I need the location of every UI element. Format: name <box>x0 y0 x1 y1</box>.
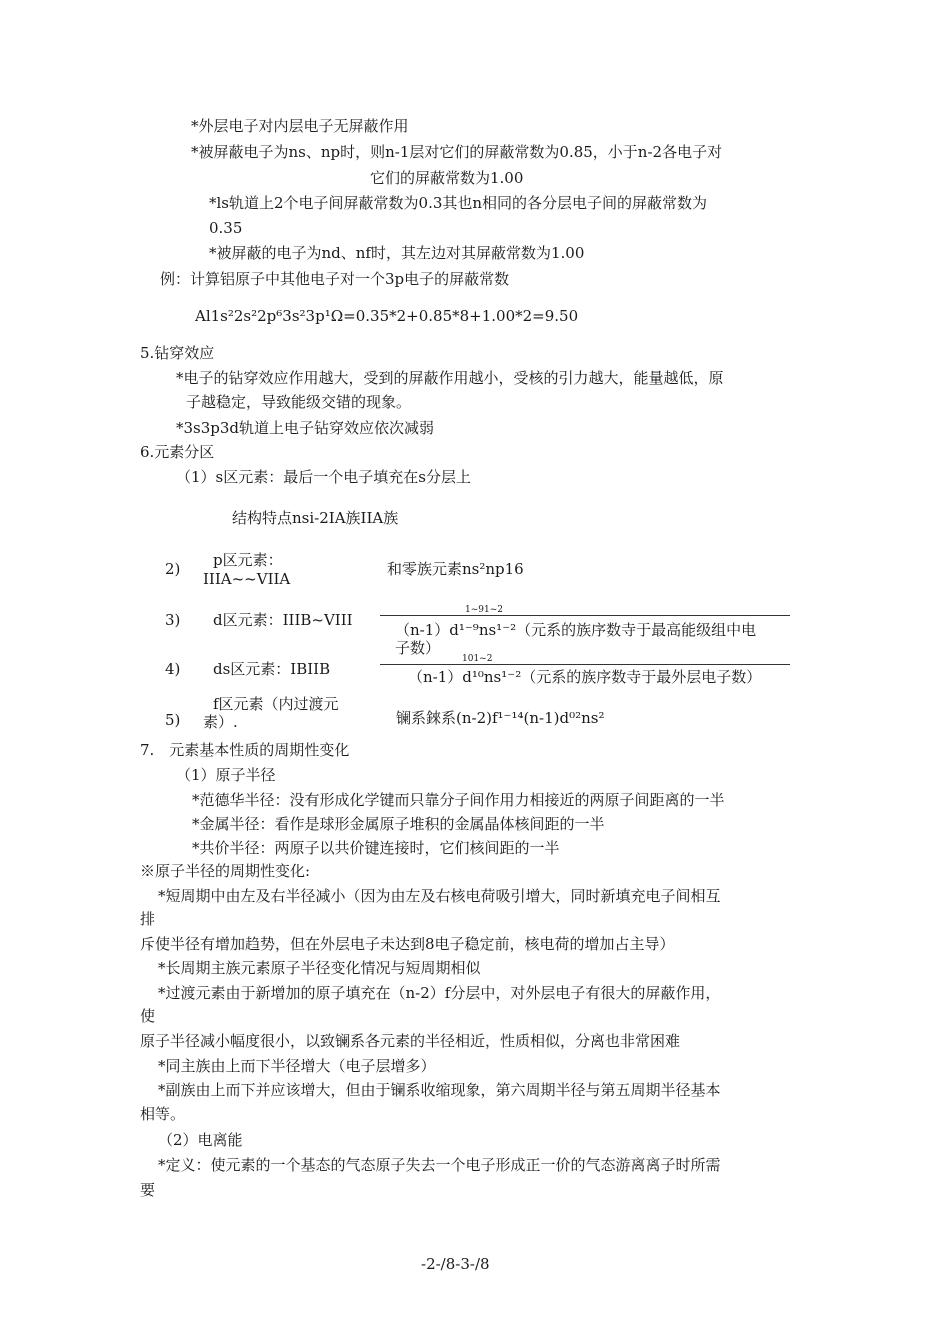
item-number: 4) <box>165 660 181 678</box>
formula-line: Al1s²2s²2p⁶3s²3p¹Ω=0.35*2+0.85*8+1.00*2=9.50 <box>195 307 579 325</box>
text-line: *被屏蔽的电子为nd、nf时，其左边对其屏蔽常数为1.00 <box>209 244 585 262</box>
subsection-heading: （2）电离能 <box>158 1131 243 1149</box>
block-description: （n-1）d¹⁰ns¹⁻²（元系的族序数寺于最外层电子数） <box>408 668 762 686</box>
block-title: f区元素（内过渡元 <box>213 695 339 713</box>
block-subtitle: 素）. <box>203 713 238 731</box>
item-number: 2) <box>165 560 181 578</box>
block-cut-text: 子数） <box>395 639 441 657</box>
divider <box>380 664 790 665</box>
text-line: *3s3p3d轨道上电子钻穿效应依次减弱 <box>176 419 435 437</box>
text-line: 排 <box>140 910 156 928</box>
block-description: 和零族元素ns²np16 <box>387 560 524 578</box>
text-line: 要 <box>140 1181 156 1199</box>
block-title: d区元素：IIIB~VIII <box>213 611 353 629</box>
text-line: *被屏蔽电子为ns、np时，则n-1层对它们的屏蔽常数为0.85，小于n-2各电子对 <box>191 143 723 161</box>
text-line: *过渡元素由于新增加的原子填充在（n-2）f分层中，对外层电子有很大的屏蔽作用， <box>158 984 721 1002</box>
text-line: *长周期主族元素原子半径变化情况与短周期相似 <box>158 959 481 977</box>
text-line: *定义：使元素的一个基态的气态原子失去一个电子形成正一价的气态游离离子时所需 <box>158 1156 721 1174</box>
text-line: *同主族由上而下半径增大（电子层增多） <box>158 1057 436 1075</box>
text-line: 子越稳定，导致能级交错的现象。 <box>186 393 412 411</box>
text-line: ※原子半径的周期性变化: <box>140 862 311 880</box>
text-line: （1）s区元素：最后一个电子填充在s分层上 <box>176 468 471 486</box>
text-line: *副族由上而下并应该增大，但由于镧系收缩现象，第六周期半径与第五周期半径基本 <box>158 1081 721 1099</box>
block-annotation: 101~2 <box>462 654 493 664</box>
section-heading: 7. 元素基本性质的周期性变化 <box>140 741 350 759</box>
block-subtitle: IIIA~~VIIA <box>203 570 291 588</box>
section-heading: 5.钻穿效应 <box>140 344 215 362</box>
section-heading: 6.元素分区 <box>140 443 215 461</box>
text-line: *共价半径：两原子以共价键连接时，它们核间距的一半 <box>192 839 560 857</box>
block-title: ds区元素：IBIIB <box>213 660 331 678</box>
page-number: -2-/8-3-/8 <box>421 1255 490 1273</box>
divider <box>380 615 790 616</box>
text-line: 例：计算铝原子中其他电子对一个3p电子的屏蔽常数 <box>160 270 510 288</box>
text-line: 相等。 <box>140 1105 186 1123</box>
text-line: 结构特点nsi-2IA族IIA族 <box>232 509 399 527</box>
text-line: *金属半径：看作是球形金属原子堆积的金属晶体核间距的一半 <box>192 815 605 833</box>
subsection-heading: （1）原子半径 <box>176 766 276 784</box>
block-description: 镧系錸系(n-2)f¹⁻¹⁴(n-1)d⁰²ns² <box>396 709 605 727</box>
text-line: 原子半径减小幅度很小，以致镧系各元素的半径相近，性质相似，分离也非常困难 <box>140 1032 681 1050</box>
text-line: *短周期中由左及右半径减小（因为由左及右核电荷吸引增大，同时新填充电子间相互 <box>158 887 721 905</box>
text-line: 0.35 <box>209 219 243 237</box>
text-line: *电子的钻穿效应作用越大，受到的屏蔽作用越小，受核的引力越大，能量越低，原 <box>176 369 724 387</box>
text-line: *外层电子对内层电子无屏蔽作用 <box>191 117 409 135</box>
block-annotation: 1~91~2 <box>465 605 503 615</box>
text-line: *ls轨道上2个电子间屏蔽常数为0.3其也n相同的各分层电子间的屏蔽常数为 <box>209 194 708 212</box>
text-line: 它们的屏蔽常数为1.00 <box>370 169 524 187</box>
text-line: 斥使半径有增加趋势，但在外层电子未达到8电子稳定前，核电荷的增加占主导） <box>140 935 675 953</box>
item-number: 5) <box>165 711 181 729</box>
text-line: 使 <box>140 1007 156 1025</box>
block-description: （n-1）d¹⁻⁹ns¹⁻²（元系的族序数寺于最高能级组中电 <box>395 621 757 639</box>
text-line: *范德华半径：没有形成化学键而只靠分子间作用力相接近的两原子间距离的一半 <box>192 791 725 809</box>
item-number: 3) <box>165 611 181 629</box>
block-title: p区元素： <box>213 551 283 569</box>
